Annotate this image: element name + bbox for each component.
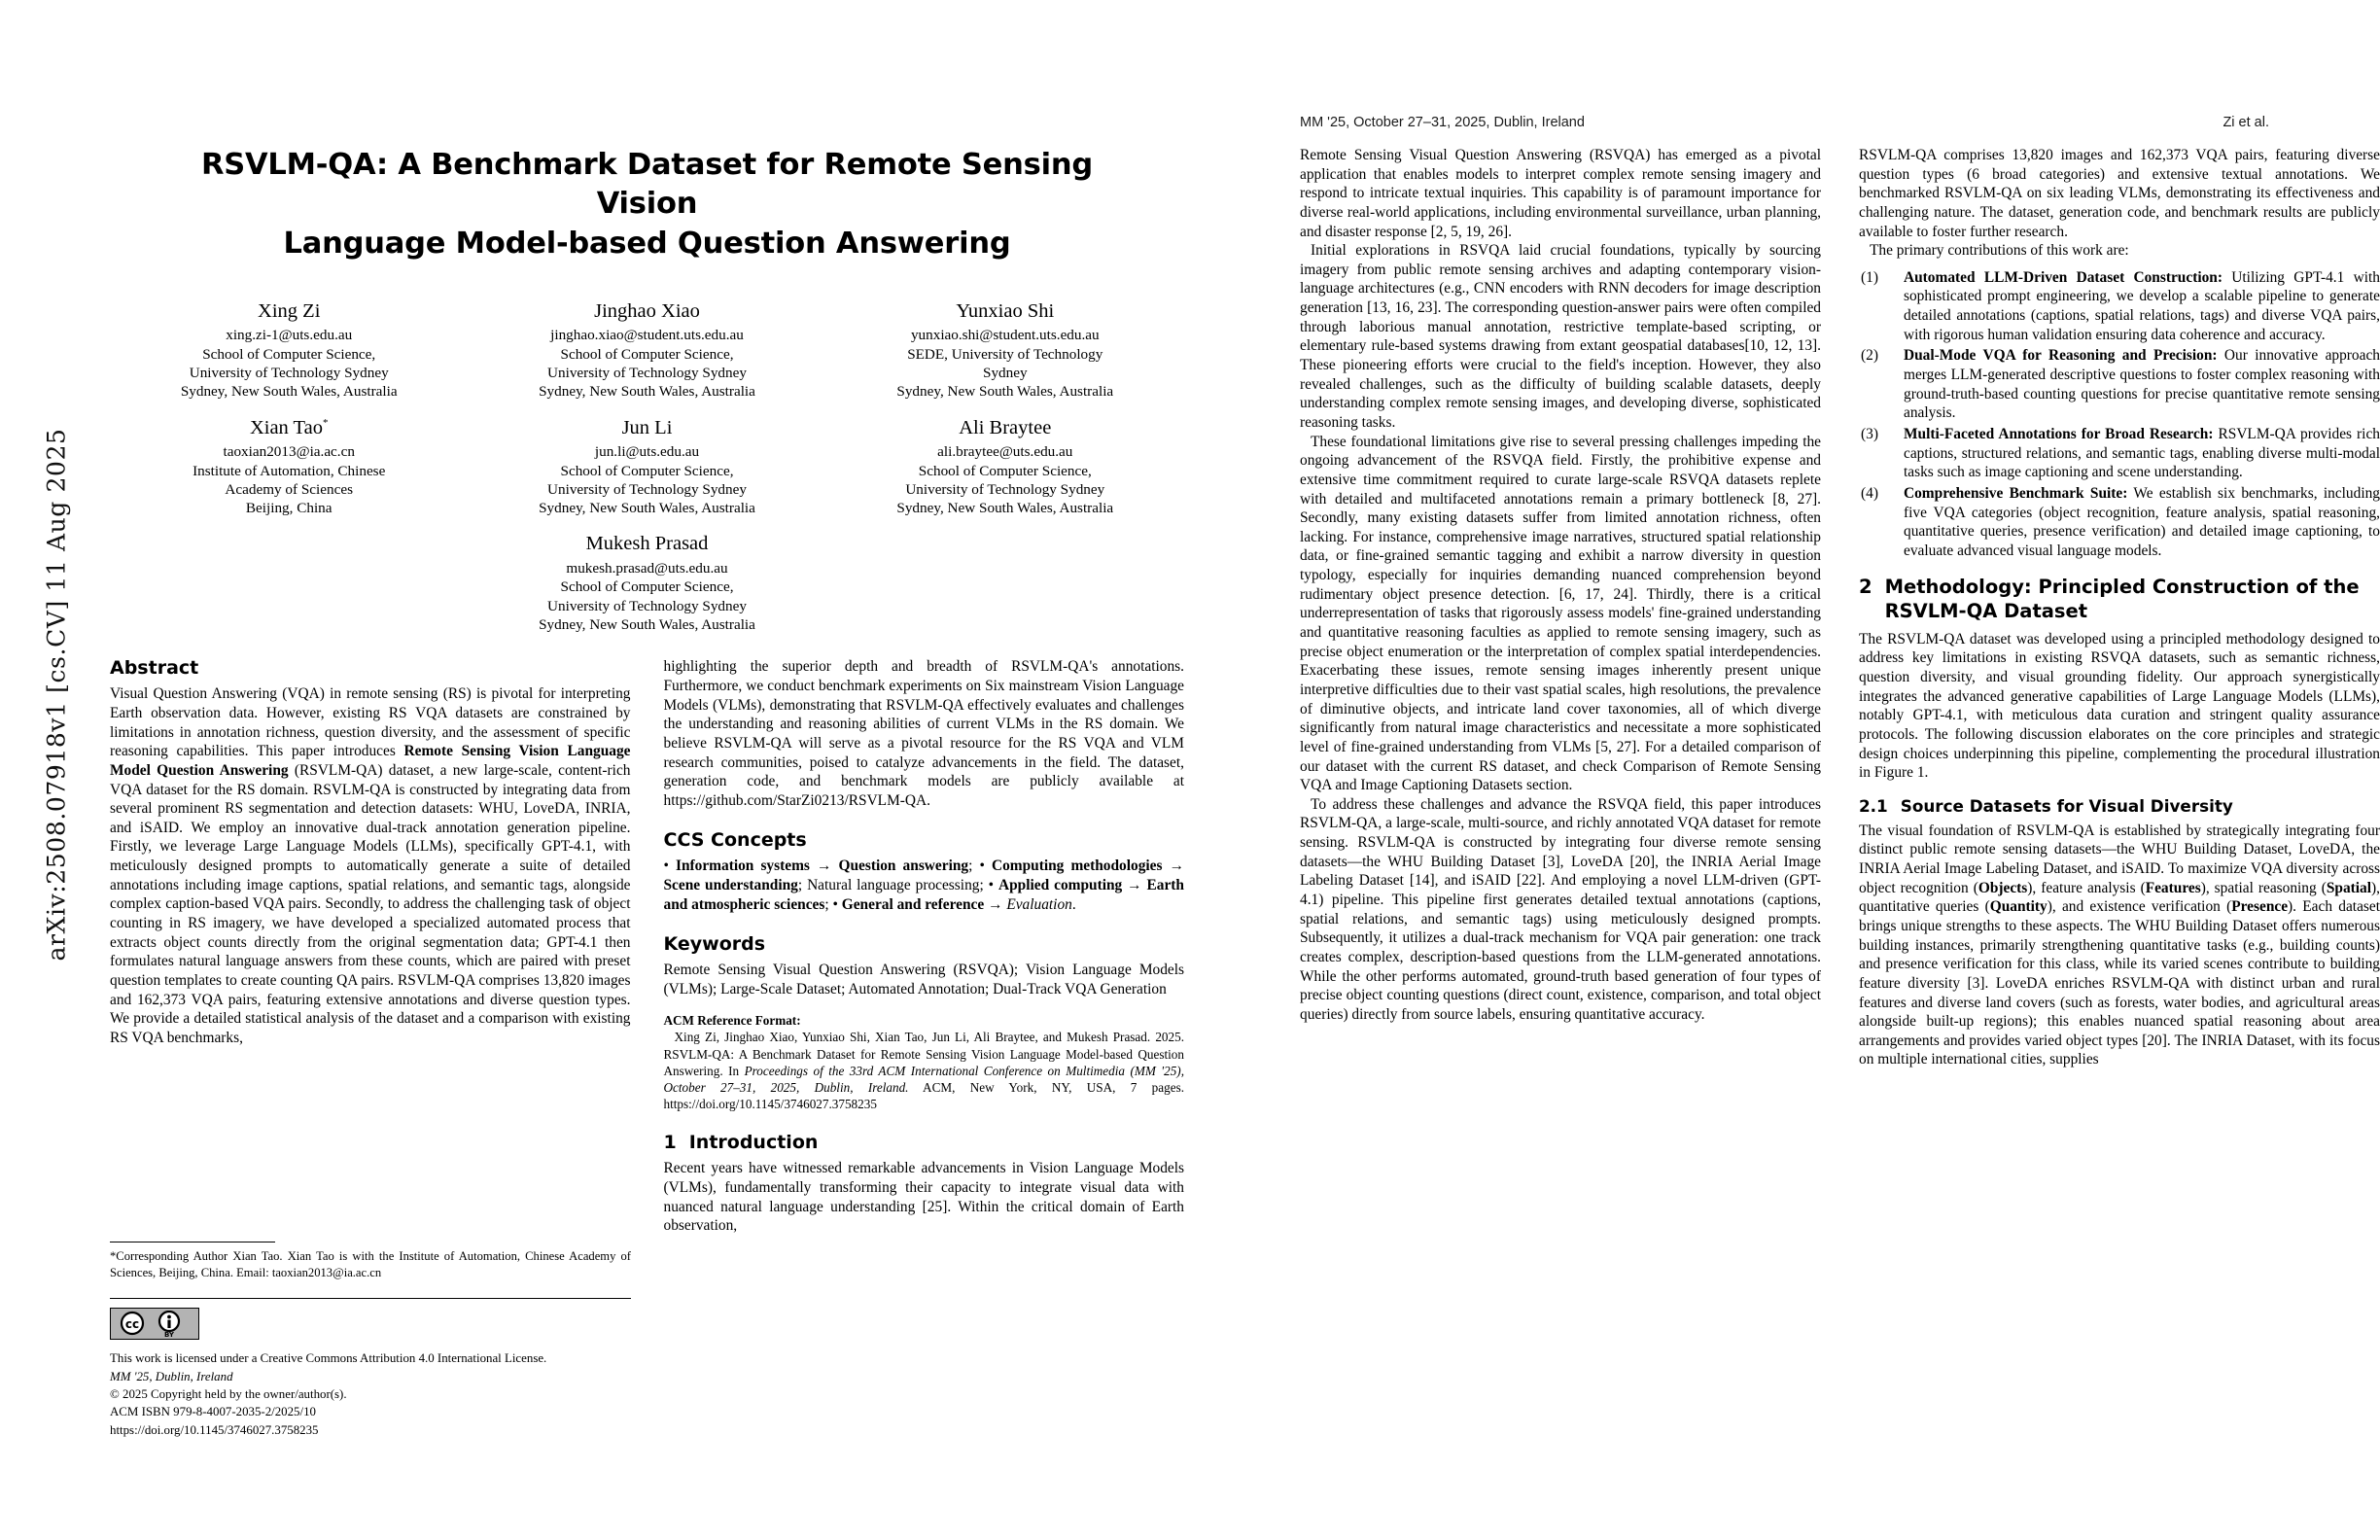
arxiv-stamp: arXiv:2508.07918v1 [cs.CV] 11 Aug 2025 bbox=[42, 428, 71, 962]
author-row-2 bbox=[110, 402, 1184, 518]
author-affiliation-line: School of Computer Science, bbox=[560, 578, 734, 596]
col3-paragraph-1: RSVLM-QA comprises 13,820 images and 162,373 VQA pairs, featuring diverse question types (6 broad categories) and extensive textual annotations. We benchmarked RSVLM-QA on six leading VLMs, demonstrating its effectiveness and challenging nature. The dataset, generation code, and benchmark results are publicly available to foster further research. bbox=[1859, 147, 2380, 240]
ccs-tail: ; Natural language processing; bbox=[797, 877, 989, 894]
ccs-term: Earth and atmospheric sciences bbox=[663, 877, 1184, 913]
col3-paragraph-2: The primary contributions of this work are: bbox=[1870, 242, 2129, 260]
author-name: Xian Tao* bbox=[249, 416, 329, 438]
author-email: mukesh.prasad@uts.edu.au bbox=[566, 560, 728, 578]
sub21-text-mid3: ), quantitative queries ( bbox=[1859, 879, 2380, 916]
author-affiliation-line: University of Technology Sydney bbox=[547, 480, 747, 498]
ccs-tail: ; bbox=[968, 858, 980, 875]
author-email: yunxiao.shi@student.uts.edu.au bbox=[910, 327, 1100, 344]
abstract-text-part1 bbox=[110, 684, 631, 1047]
license-venue: MM '25, Dublin, Ireland bbox=[110, 1369, 233, 1383]
license-isbn: ACM ISBN 979-8-4007-2035-2/2025/10 bbox=[110, 1405, 316, 1419]
author-affiliation-line: University of Technology Sydney bbox=[905, 480, 1105, 498]
acm-ref-plain-1: Xing Zi, Jinghao Xiao, Yunxiao Shi, Xian Tao, Jun Li, Ali Braytee, and Mukesh Prasad. 2025. RSVLM-QA: A Benchmark Dataset for Remote Sensing Vision Language Model-based Question Answering. In bbox=[663, 1030, 1184, 1078]
contribution-text: We establish six benchmarks, including five VQA categories (object recognition, feature analysis, spatial reasoning, quantitative queries, presence verification) and detailed image captioning, to evaluate advanced visual language models. bbox=[1904, 484, 2380, 559]
license-copyright: © 2025 Copyright held by the owner/author(s). bbox=[110, 1387, 347, 1402]
abstract-text-a: Visual Question Answering (VQA) in remote sensing (RS) is pivotal for interpreting Earth observation data. However, existing RS VQA datasets are constrained by limitations in annotation richness, question diversity, and the assessment of specific reasoning capabilities. This paper introduces bbox=[110, 685, 631, 760]
ccs-area: General and reference bbox=[841, 895, 985, 913]
author-affiliation-line: University of Technology Sydney bbox=[547, 597, 747, 614]
acm-ref-plain-2: ACM, New York, NY, USA, 7 pages. https://doi.org/10.1145/3746027.3758235 bbox=[663, 1079, 1184, 1112]
title-line-2: Language Model-based Question Answering bbox=[283, 226, 1011, 261]
contribution-title: Automated LLM-Driven Dataset Construction: bbox=[1904, 268, 2222, 286]
introduction-paragraph: Recent years have witnessed remarkable advancements in Vision Language Models (VLMs), fundamentally transforming their capacity to integrate visual data with nuanced natural language understanding [25]. Within the critical domain of Earth observation, bbox=[663, 1160, 1184, 1235]
running-head-right: Zi et al. bbox=[2222, 115, 2269, 130]
ccs-bullet: • bbox=[663, 858, 669, 875]
acm-ref-italic: Proceedings of the 33rd ACM International Conference on Multimedia (MM '25), October 27–31, 2025, Dublin, Ireland. bbox=[663, 1063, 1184, 1095]
ccs-bullet: • bbox=[979, 858, 985, 875]
author-email: jun.li@uts.edu.au bbox=[594, 443, 700, 461]
contribution-title: Multi-Faceted Annotations for Broad Research: bbox=[1904, 425, 2214, 442]
author-email: xing.zi-1@uts.edu.au bbox=[226, 327, 353, 344]
sub21-text-mid4: ), and existence verification ( bbox=[2047, 898, 2232, 916]
abstract-heading: Abstract bbox=[110, 657, 199, 680]
ccs-tail: ; bbox=[824, 895, 833, 913]
ccs-arrow: → bbox=[1169, 858, 1184, 875]
sub21-bold-presence: Presence bbox=[2231, 898, 2289, 916]
author-affiliation-line: Sydney bbox=[983, 365, 1028, 382]
abstract-text-c: (RSVLM-QA) dataset, a new large-scale, content-rich VQA dataset for the RS domain. RSVLM-QA is constructed by integrating data from several prominent RS segmentation and detection datasets: WHU, LoveDA, INRIA, and iSAID. We employ an innovative dual-track annotation generation pipeline. Firstly, we leverage Large Language Models (LLMs), specifically GPT-4.1, with meticulously designed prompts to automatically generate a suite of detailed annotations including image captions, spatial relations, and semantic tags, alongside complex caption-based VQA pairs. Secondly, to address the challenging task of object counting in RS imagery, we have developed a specialized automated process that extracts object counts directly from the original segmentation data; GPT-4.1 then formulates natural language answers from these counts, which are paired with preset question templates to create counting QA pairs. RSVLM-QA comprises 13,820 images and 162,373 VQA pairs, featuring extensive annotations and diverse question types. We provide a detailed statistical analysis of the dataset and a comparison with existing RS VQA benchmarks, bbox=[110, 761, 631, 1046]
ccs-arrow: → bbox=[988, 895, 1003, 913]
subsection-number: 2.1 bbox=[1859, 795, 1888, 816]
contribution-item bbox=[1859, 346, 2380, 423]
ccs-term: Question answering bbox=[838, 858, 969, 875]
page-title bbox=[153, 146, 1141, 263]
section-number: 2 bbox=[1859, 576, 1872, 599]
author-email: taoxian2013@ia.ac.cn bbox=[223, 443, 355, 461]
col2-paragraph-1: Remote Sensing Visual Question Answering (RSVQA) has emerged as a pivotal application that enables models to interpret complex remote sensing imagery and respond to intricate textual inquiries. This capability is of paramount importance for diverse real-world applications, including environmental surveillance, urban planning, and disaster response [2, 5, 19, 26]. bbox=[1300, 147, 1821, 240]
ccs-term: Scene understanding bbox=[663, 877, 798, 894]
col2-paragraph-4: To address these challenges and advance the RSVQA field, this paper introduces RSVLM-QA, a large-scale, multi-source, and richly annotated VQA dataset for remote sensing. RSVLM-QA is constructed by integrating four diverse remote sensing datasets—the WHU Building Dataset [3], LoveDA [20], the INRIA Aerial Image Labeling Dataset [14], and iSAID [22]. And employing a novel LLM-driven (GPT-4.1) pipeline. This pipeline first generates detailed textual annotations (captions, spatial relations, and semantic tags) using meticulously designed prompts. Subsequently, it utilizes a dual-track mechanism for VQA pair generation: one track creates complex, description-based questions from the LLM-generated annotations. While the other performs automated, ground-truth based generation of four types of precise object counting questions (direct count, existence, comparison, and total object queries) directly from source labels, ensuring quantitative accuracy. bbox=[1300, 795, 1821, 1023]
svg-text:cc: cc bbox=[124, 1317, 140, 1332]
author-block bbox=[468, 415, 825, 518]
author-affiliation-line: School of Computer Science, bbox=[560, 345, 734, 363]
author-affiliation-line: Beijing, China bbox=[245, 500, 332, 517]
column-one bbox=[110, 146, 1184, 1439]
author-affiliation-line: School of Computer Science, bbox=[202, 345, 376, 363]
subsection-heading-text: Source Datasets for Visual Diversity bbox=[1900, 795, 2233, 816]
ccs-bullet: • bbox=[832, 895, 838, 913]
sub21-bold-objects: Objects bbox=[1978, 879, 2028, 896]
sub21-bold-quantity: Quantity bbox=[1989, 898, 2048, 916]
section-number: 1 bbox=[663, 1132, 677, 1154]
contributions-list bbox=[1859, 268, 2380, 561]
col2-paragraph-2: Initial explorations in RSVQA laid crucial foundations, typically by sourcing imagery from public remote sensing archives and adapting contemporary vision-language architectures (e.g., CNN encoders with RNN decoders for image description generation [13, 16, 23]. The corresponding question-answer pairs were often compiled through laborious manual annotation, restrictive template-based scripting, or elementary rule-based systems drawing from extant geospatial databases[10, 12, 13]. These pioneering efforts were crucial to the field's inception. However, they also revealed challenges, such as the difficulty of building scalable datasets, deeply understanding complex remote sensing images, and developing diverse, sophisticated reasoning tasks. bbox=[1300, 242, 1821, 431]
author-affiliation-line: Sydney, New South Wales, Australia bbox=[539, 616, 755, 634]
ccs-arrow: → bbox=[816, 858, 832, 875]
title-line-1: RSVLM-QA: A Benchmark Dataset for Remote Sensing Vision bbox=[200, 148, 1094, 222]
section-2-paragraph: The RSVLM-QA dataset was developed using a principled methodology designed to address key limitations in existing RSVQA datasets, such as semantic richness, question diversity, and visual grounding fidelity. Our approach synergistically integrates the advanced generative capabilities of Large Language Models (LLMs), notably GPT-4.1, with meticulous data curation and stringent quality assurance protocols. The following discussion elaborates on the core principles and strategic design choices underpinning this pipeline, complementing the procedural illustration in Figure 1. bbox=[1859, 630, 2380, 782]
section-heading-text: Introduction bbox=[688, 1132, 819, 1154]
ccs-concepts-text bbox=[664, 857, 1185, 914]
ccs-area: Computing methodologies bbox=[991, 858, 1163, 875]
author-list bbox=[110, 285, 1184, 635]
author-affiliation-line: University of Technology Sydney bbox=[189, 365, 389, 382]
sub21-text-a: The visual foundation of RSVLM-QA is established by strategically integrating four distinct public remote sensing datasets—the WHU Building Dataset, LoveDA, the INRIA Aerial Image Labeling Dataset, and iSAID. To maximize VQA diversity across object recognition ( bbox=[1859, 822, 2380, 896]
author-affiliation-line: Sydney, New South Wales, Australia bbox=[180, 383, 398, 401]
ccs-term: Evaluation bbox=[1006, 895, 1072, 913]
contribution-text: Our innovative approach merges LLM-generated descriptive questions to foster complex reasoning with ground-truth-based counting questions for precise quantitative remote sensing analysis. bbox=[1904, 347, 2380, 422]
abstract-text-part2: highlighting the superior depth and breadth of RSVLM-QA's annotations. Furthermore, we conduct benchmark experiments on Six mainstream Vision Language Models (VLMs), demonstrating that RSVLM-QA effectively evaluates and challenges the understanding and reasoning abilities of current VLMs in the RS domain. We believe RSVLM-QA will serve as a pivotal resource for the RS VQA and VLM research communities, poised to catalyze advancements in the field. The dataset, generation code, and benchmark models are publicly available at https://github.com/StarZi0213/RSVLM-QA. bbox=[663, 658, 1184, 809]
contribution-item bbox=[1859, 484, 2380, 561]
author-block bbox=[826, 415, 1184, 518]
license-block bbox=[110, 1349, 631, 1439]
footnote-area bbox=[110, 1242, 631, 1439]
ccs-concepts-heading: CCS Concepts bbox=[663, 829, 807, 852]
author-block bbox=[110, 298, 468, 402]
author-email: ali.braytee@uts.edu.au bbox=[937, 443, 1073, 461]
creative-commons-badge-icon bbox=[110, 1308, 199, 1340]
author-affiliation-line: Sydney, New South Wales, Australia bbox=[896, 500, 1114, 517]
acm-reference-text bbox=[664, 1029, 1185, 1112]
col2-paragraph-3: These foundational limitations give rise to several pressing challenges impeding the ongoing advancement of the RSVQA field. Firstly, the prohibitive expense and extensive time commitment required to curate large-scale RSVQA datasets replete with detailed and multifaceted annotations remain a primary bottleneck [8, 27]. Secondly, many existing datasets suffer from limited annotation richness, often lacking. For instance, comprehensive image narratives, structured spatial relationship data, or fine-grained semantic tagging and exhibit a narrow diversity in question typology, especially for inquiries demanding nuanced comprehension beyond rudimentary object presence detection. [6, 17, 24]. Thirdly, there is a critical underrepresentation of tasks that rigorously assess models' fine-grained understanding and quantitative reasoning faculties as applied to remote sensing imagery, such as precise object enumeration or the interpretation of complex spatial interdependencies. Exacerbating these issues, remote sensing images inherently present unique interpretive difficulties due to their vast spatial scales, high resolutions, the prevalence of diminutive objects, and intricate land cover taxonomies, all of which diverge significantly from natural image characteristics and necessitate a more sophisticated level of fine-grained understanding from VLMs [5, 27]. For a detailed comparison of our dataset with the current RS dataset, and check Comparison of Remote Sensing VQA and Image Captioning Datasets section. bbox=[1300, 433, 1821, 794]
ccs-area: Applied computing bbox=[998, 877, 1123, 894]
author-affiliation-line: School of Computer Science, bbox=[918, 462, 1092, 479]
license-line: This work is licensed under a Creative Commons Attribution 4.0 International License. bbox=[110, 1351, 547, 1366]
contribution-title: Comprehensive Benchmark Suite: bbox=[1904, 484, 2128, 502]
abstract-area bbox=[110, 657, 1184, 1437]
ccs-bullet: • bbox=[988, 877, 995, 894]
abstract-right-subcolumn bbox=[664, 657, 1185, 1236]
subsection-2-1-paragraph bbox=[1859, 822, 2380, 1069]
contribution-item bbox=[1859, 268, 2380, 345]
contribution-text: RSVLM-QA provides rich captions, structured relations, and semantic tags, enabling diverse multi-modal tasks such as image captioning and scene understanding. bbox=[1904, 425, 2380, 481]
corresponding-author-note: *Corresponding Author Xian Tao. Xian Tao is with the Institute of Automation, Chinese Academy of Sciences, Beijing, China. Email: taoxian2013@ia.ac.cn bbox=[110, 1248, 631, 1279]
author-affiliation-line: School of Computer Science, bbox=[560, 462, 734, 479]
author-name: Ali Braytee bbox=[959, 416, 1052, 438]
author-block bbox=[468, 298, 825, 402]
sub21-text-tail: ). Each dataset brings unique strengths to these aspects. The WHU Building Dataset offers numerous building instances, primarily strengthening quantitative tasks (e.g., building counts) and presence verification for this class, while its varied scenes contribute to building feature diversity [3]. LoveDA enriches RSVLM-QA with distinct urban and rural features and diverse land covers (such as forests, water bodies, and agricultural areas alongside built-up regions); this enables nuanced spatial reasoning about area arrangements and provides varied object types [20]. The INRIA Dataset, with its focus on multiple international cities, supplies bbox=[1859, 898, 2380, 1068]
author-block bbox=[110, 415, 468, 518]
keywords-text: Remote Sensing Visual Question Answering (RSVQA); Vision Language Models (VLMs); Large-Scale Dataset; Automated Annotation; Dual-Track VQA Generation bbox=[663, 962, 1184, 998]
author-affiliation-line: SEDE, University of Technology bbox=[907, 345, 1103, 363]
author-affiliation-line: Institute of Automation, Chinese bbox=[192, 462, 386, 479]
keywords-heading: Keywords bbox=[663, 933, 766, 956]
author-affiliation-line: Academy of Sciences bbox=[225, 480, 353, 498]
svg-text:BY: BY bbox=[163, 1331, 175, 1339]
section-heading-text: Methodology: Principled Construction of the RSVLM-QA Dataset bbox=[1884, 576, 2360, 622]
subsection-2-1-heading bbox=[1859, 796, 2380, 817]
contribution-item bbox=[1859, 425, 2380, 482]
author-name: Xing Zi bbox=[258, 299, 321, 322]
abstract-bold-term: Remote Sensing Vision Language Model Question Answering bbox=[110, 743, 631, 779]
column-three bbox=[1859, 146, 2380, 1439]
introduction-heading bbox=[664, 1132, 1185, 1153]
author-row-1 bbox=[110, 285, 1184, 402]
sub21-bold-spatial: Spatial bbox=[2326, 879, 2372, 896]
sub21-text-mid2: ), spatial reasoning ( bbox=[2200, 879, 2327, 896]
ccs-tail: . bbox=[1071, 895, 1076, 913]
license-doi: https://doi.org/10.1145/3746027.3758235 bbox=[110, 1422, 319, 1437]
contribution-title: Dual-Mode VQA for Reasoning and Precision: bbox=[1904, 347, 2218, 365]
author-name: Jun Li bbox=[621, 416, 673, 438]
author-affiliation-line: Sydney, New South Wales, Australia bbox=[896, 383, 1114, 401]
contribution-text: Utilizing GPT-4.1 with sophisticated prompt engineering, we develop a scalable pipeline to generate detailed annotations (captions, spatial relations, tags) and diverse VQA pairs, with rigorous human validation ensuring data coherence and accuracy. bbox=[1904, 268, 2380, 343]
section-2-heading bbox=[1859, 576, 2380, 622]
author-sup: * bbox=[322, 416, 329, 429]
column-two bbox=[1300, 146, 1821, 1439]
author-row-3 bbox=[110, 517, 1184, 634]
author-block bbox=[826, 298, 1184, 402]
running-head-left: MM '25, October 27–31, 2025, Dublin, Ireland bbox=[1300, 115, 1585, 130]
ccs-arrow: → bbox=[1127, 877, 1142, 894]
author-name: Yunxiao Shi bbox=[956, 299, 1055, 322]
sub21-text-mid1: ), feature analysis ( bbox=[2027, 879, 2146, 896]
author-name: Jinghao Xiao bbox=[594, 299, 700, 322]
author-affiliation-line: Sydney, New South Wales, Australia bbox=[539, 383, 755, 401]
author-affiliation-line: University of Technology Sydney bbox=[547, 365, 747, 382]
license-rule bbox=[110, 1298, 631, 1299]
author-block bbox=[468, 531, 825, 634]
ccs-area: Information systems bbox=[675, 858, 810, 875]
author-email: jinghao.xiao@student.uts.edu.au bbox=[550, 327, 744, 344]
author-name: Mukesh Prasad bbox=[585, 533, 709, 555]
author-affiliation-line: Sydney, New South Wales, Australia bbox=[539, 500, 755, 517]
acm-reference-heading: ACM Reference Format: bbox=[663, 1012, 801, 1028]
sub21-bold-features: Features bbox=[2145, 879, 2201, 896]
abstract-left-subcolumn bbox=[110, 657, 631, 1437]
